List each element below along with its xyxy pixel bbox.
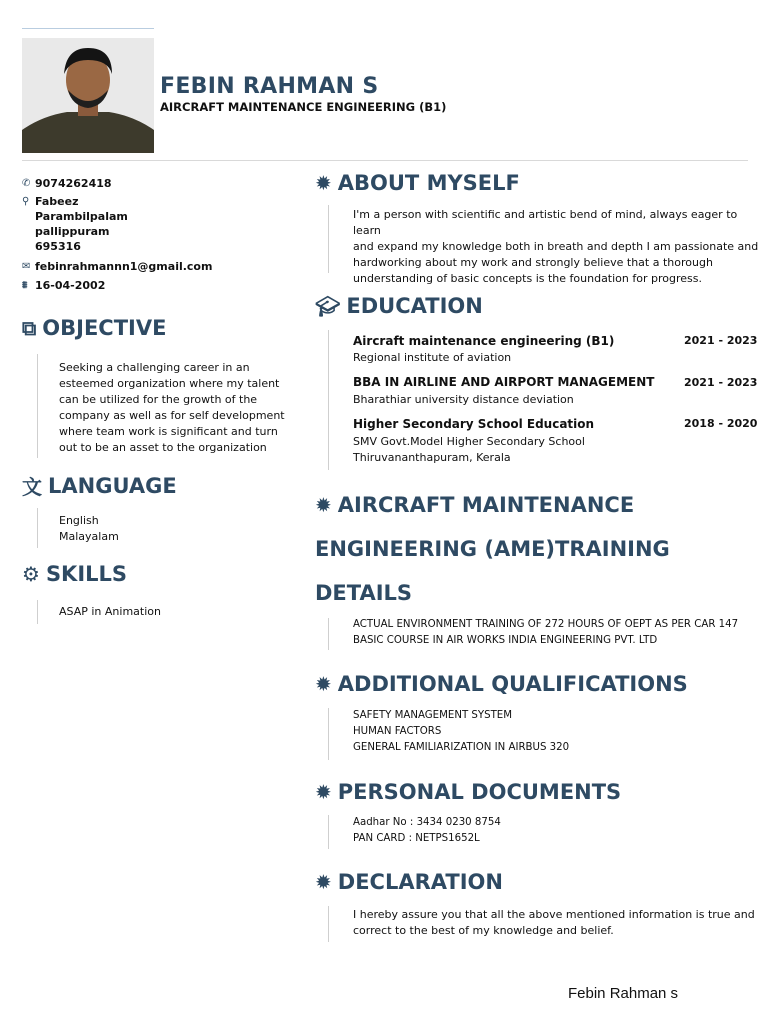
- about-text: [353, 207, 768, 287]
- objective-rule: [37, 354, 38, 458]
- email-text: febinrahmannn1@gmail.com: [35, 260, 213, 273]
- declaration-heading: [315, 870, 503, 894]
- gear-badge-icon: ✹: [315, 780, 332, 804]
- language-rule: [37, 508, 38, 548]
- education-heading: [315, 294, 483, 318]
- about-heading-text: ABOUT MYSELF: [337, 171, 520, 195]
- top-accent-line: [22, 28, 154, 29]
- objective-line: esteemed organization where my talent: [59, 377, 280, 390]
- objective-line: out to be an asset to the organization: [59, 441, 267, 454]
- ame-line: ACTUAL ENVIRONMENT TRAINING OF 272 HOURS OF OEPT AS PER CAR 147: [353, 619, 739, 630]
- document-item: Aadhar No : 3434 0230 8754: [353, 817, 501, 828]
- education-rule: [328, 330, 329, 470]
- translate-icon: 文: [22, 475, 42, 499]
- education-entry-institution: SMV Govt.Model Higher Secondary School: [353, 435, 585, 448]
- qualification-item: GENERAL FAMILIARIZATION IN AIRBUS 320: [353, 742, 570, 753]
- about-line: hardworking about my work and strongly believe that a thorough: [353, 256, 713, 269]
- contact-phone: [22, 176, 112, 191]
- ame-heading-line: DETAILS: [315, 581, 413, 605]
- contact-address: [22, 194, 128, 254]
- declaration-rule: [328, 906, 329, 942]
- language-heading-text: LANGUAGE: [48, 473, 177, 498]
- gear-badge-icon: ✹: [315, 493, 332, 517]
- objective-line: company as well as for self development: [59, 409, 285, 422]
- about-line: and expand my knowledge both in breath and depth I am passionate and: [353, 240, 759, 253]
- gear-badge-icon: ✹: [315, 870, 332, 894]
- skills-heading-text: SKILLS: [45, 562, 128, 586]
- gear-badge-icon: ✹: [315, 672, 332, 696]
- declaration-text: [353, 907, 755, 939]
- documents-rule: [328, 815, 329, 849]
- language-item: English: [59, 514, 99, 527]
- location-pin-icon: ⚲: [22, 196, 30, 207]
- header-divider: [22, 160, 748, 161]
- objective-line: can be utilized for the growth of the: [59, 393, 258, 406]
- address-line: 695316: [35, 240, 81, 253]
- address-line: Fabeez: [35, 195, 79, 208]
- objective-heading-text: OBJECTIVE: [42, 316, 167, 340]
- envelope-icon: ✉: [22, 261, 31, 272]
- about-rule: [328, 205, 329, 273]
- education-entry-institution: Regional institute of aviation: [353, 351, 512, 364]
- candidate-name: FEBIN RAHMAN S: [160, 74, 379, 99]
- language-heading: [22, 471, 177, 500]
- cogs-icon: ⚙: [22, 562, 40, 586]
- objective-heading: [22, 316, 166, 340]
- qualification-item: SAFETY MANAGEMENT SYSTEM: [353, 710, 513, 721]
- about-line: I'm a person with scientific and artistic bend of mind, always eager to learn: [353, 208, 738, 237]
- contact-dob: [22, 278, 105, 293]
- address-line: Parambilpalam: [35, 210, 128, 223]
- ame-line: BASIC COURSE IN AIR WORKS INDIA ENGINEERING PVT. LTD: [353, 635, 658, 646]
- ame-heading: [315, 493, 634, 517]
- ame-heading-line: ENGINEERING (AME)TRAINING: [315, 537, 670, 561]
- about-heading: [315, 171, 520, 195]
- documents-heading: [315, 780, 621, 804]
- education-entry-institution: Bharathiar university distance deviation: [353, 393, 574, 406]
- address-block: [35, 194, 128, 254]
- objective-line: where team work is significant and turn: [59, 425, 278, 438]
- qualification-item: HUMAN FACTORS: [353, 726, 442, 737]
- phone-text: 9074262418: [35, 177, 112, 190]
- language-item: Malayalam: [59, 530, 119, 543]
- phone-icon: ✆: [22, 178, 31, 189]
- declaration-line: I hereby assure you that all the above mentioned information is true and: [353, 908, 755, 921]
- skills-list: [59, 604, 161, 620]
- declaration-heading-text: DECLARATION: [337, 870, 503, 894]
- documents-list: [353, 815, 501, 847]
- birthday-cake-icon: ⩩: [22, 280, 28, 291]
- profile-photo: [22, 38, 154, 153]
- gear-badge-icon: ✹: [315, 171, 332, 195]
- additional-rule: [328, 708, 329, 760]
- additional-heading: [315, 672, 688, 696]
- skills-heading: [22, 562, 127, 586]
- ame-rule: [328, 618, 329, 650]
- about-line: understanding of basic concepts is the foundation for progress.: [353, 272, 702, 285]
- skills-rule: [37, 600, 38, 624]
- education-entry-title: Aircraft maintenance engineering (B1): [353, 334, 615, 348]
- education-entry-location: Thiruvananthapuram, Kerala: [353, 451, 511, 464]
- graduation-cap-icon: 🎓︎: [315, 294, 341, 318]
- address-line: pallippuram: [35, 225, 110, 238]
- objective-text: [59, 360, 285, 456]
- contact-email: [22, 259, 212, 274]
- education-entry-title: Higher Secondary School Education: [353, 417, 595, 431]
- education-entry-dates: 2021 - 2023: [684, 334, 758, 347]
- additional-heading-text: ADDITIONAL QUALIFICATIONS: [337, 672, 688, 696]
- education-heading-text: EDUCATION: [346, 294, 483, 318]
- education-entry-dates: 2018 - 2020: [684, 417, 758, 430]
- candidate-title: AIRCRAFT MAINTENANCE ENGINEERING (B1): [160, 100, 447, 114]
- document-item: PAN CARD : NETPS1652L: [353, 833, 480, 844]
- additional-list: [353, 708, 569, 756]
- language-list: [59, 513, 119, 545]
- ame-text: [353, 617, 738, 649]
- documents-heading-text: PERSONAL DOCUMENTS: [337, 780, 622, 804]
- education-entry-dates: 2021 - 2023: [684, 376, 758, 389]
- signature-name: Febin Rahman s: [568, 985, 679, 1002]
- dob-text: 16-04-2002: [35, 279, 106, 292]
- ame-heading-cont: [315, 537, 670, 561]
- declaration-line: correct to the best of my knowledge and belief.: [353, 924, 614, 937]
- education-entry-title: BBA IN AIRLINE AND AIRPORT MANAGEMENT: [353, 375, 655, 389]
- ame-heading-cont: [315, 581, 412, 605]
- target-frame-icon: ⧉: [22, 316, 37, 340]
- objective-line: Seeking a challenging career in an: [59, 361, 250, 374]
- skill-item: ASAP in Animation: [59, 605, 161, 618]
- ame-heading-line: AIRCRAFT MAINTENANCE: [337, 493, 635, 517]
